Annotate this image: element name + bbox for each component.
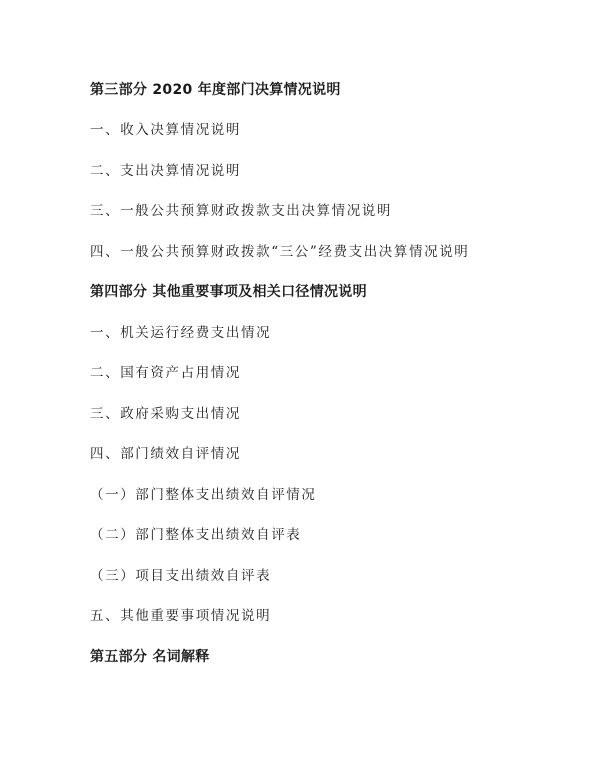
toc-item-overall-performance: （一）部门整体支出绩效自评情况	[90, 487, 317, 503]
toc-item-government-procurement: 三、政府采购支出情况	[90, 406, 241, 422]
toc-item-operating-expenses: 一、机关运行经费支出情况	[90, 325, 272, 341]
toc-item-state-assets: 二、国有资产占用情况	[90, 365, 241, 381]
toc-item-performance-self-evaluation: 四、部门绩效自评情况	[90, 446, 241, 462]
section-heading-part-4: 第四部分 其他重要事项及相关口径情况说明	[90, 284, 367, 300]
toc-item-income: 一、收入决算情况说明	[90, 122, 241, 138]
toc-item-expenditure: 二、支出决算情况说明	[90, 163, 241, 179]
toc-item-overall-performance-table: （二）部门整体支出绩效自评表	[90, 527, 302, 543]
toc-item-project-performance-table: （三）项目支出绩效自评表	[90, 568, 272, 584]
toc-item-other-matters: 五、其他重要事项情况说明	[90, 608, 272, 624]
section-heading-part-5: 第五部分 名词解释	[90, 649, 210, 665]
toc-item-general-budget: 三、一般公共预算财政拨款支出决算情况说明	[90, 203, 392, 219]
section-heading-part-3: 第三部分 2020 年度部门决算情况说明	[90, 82, 341, 98]
toc-item-three-public-expenses: 四、一般公共预算财政拨款“三公”经费支出决算情况说明	[90, 244, 470, 260]
